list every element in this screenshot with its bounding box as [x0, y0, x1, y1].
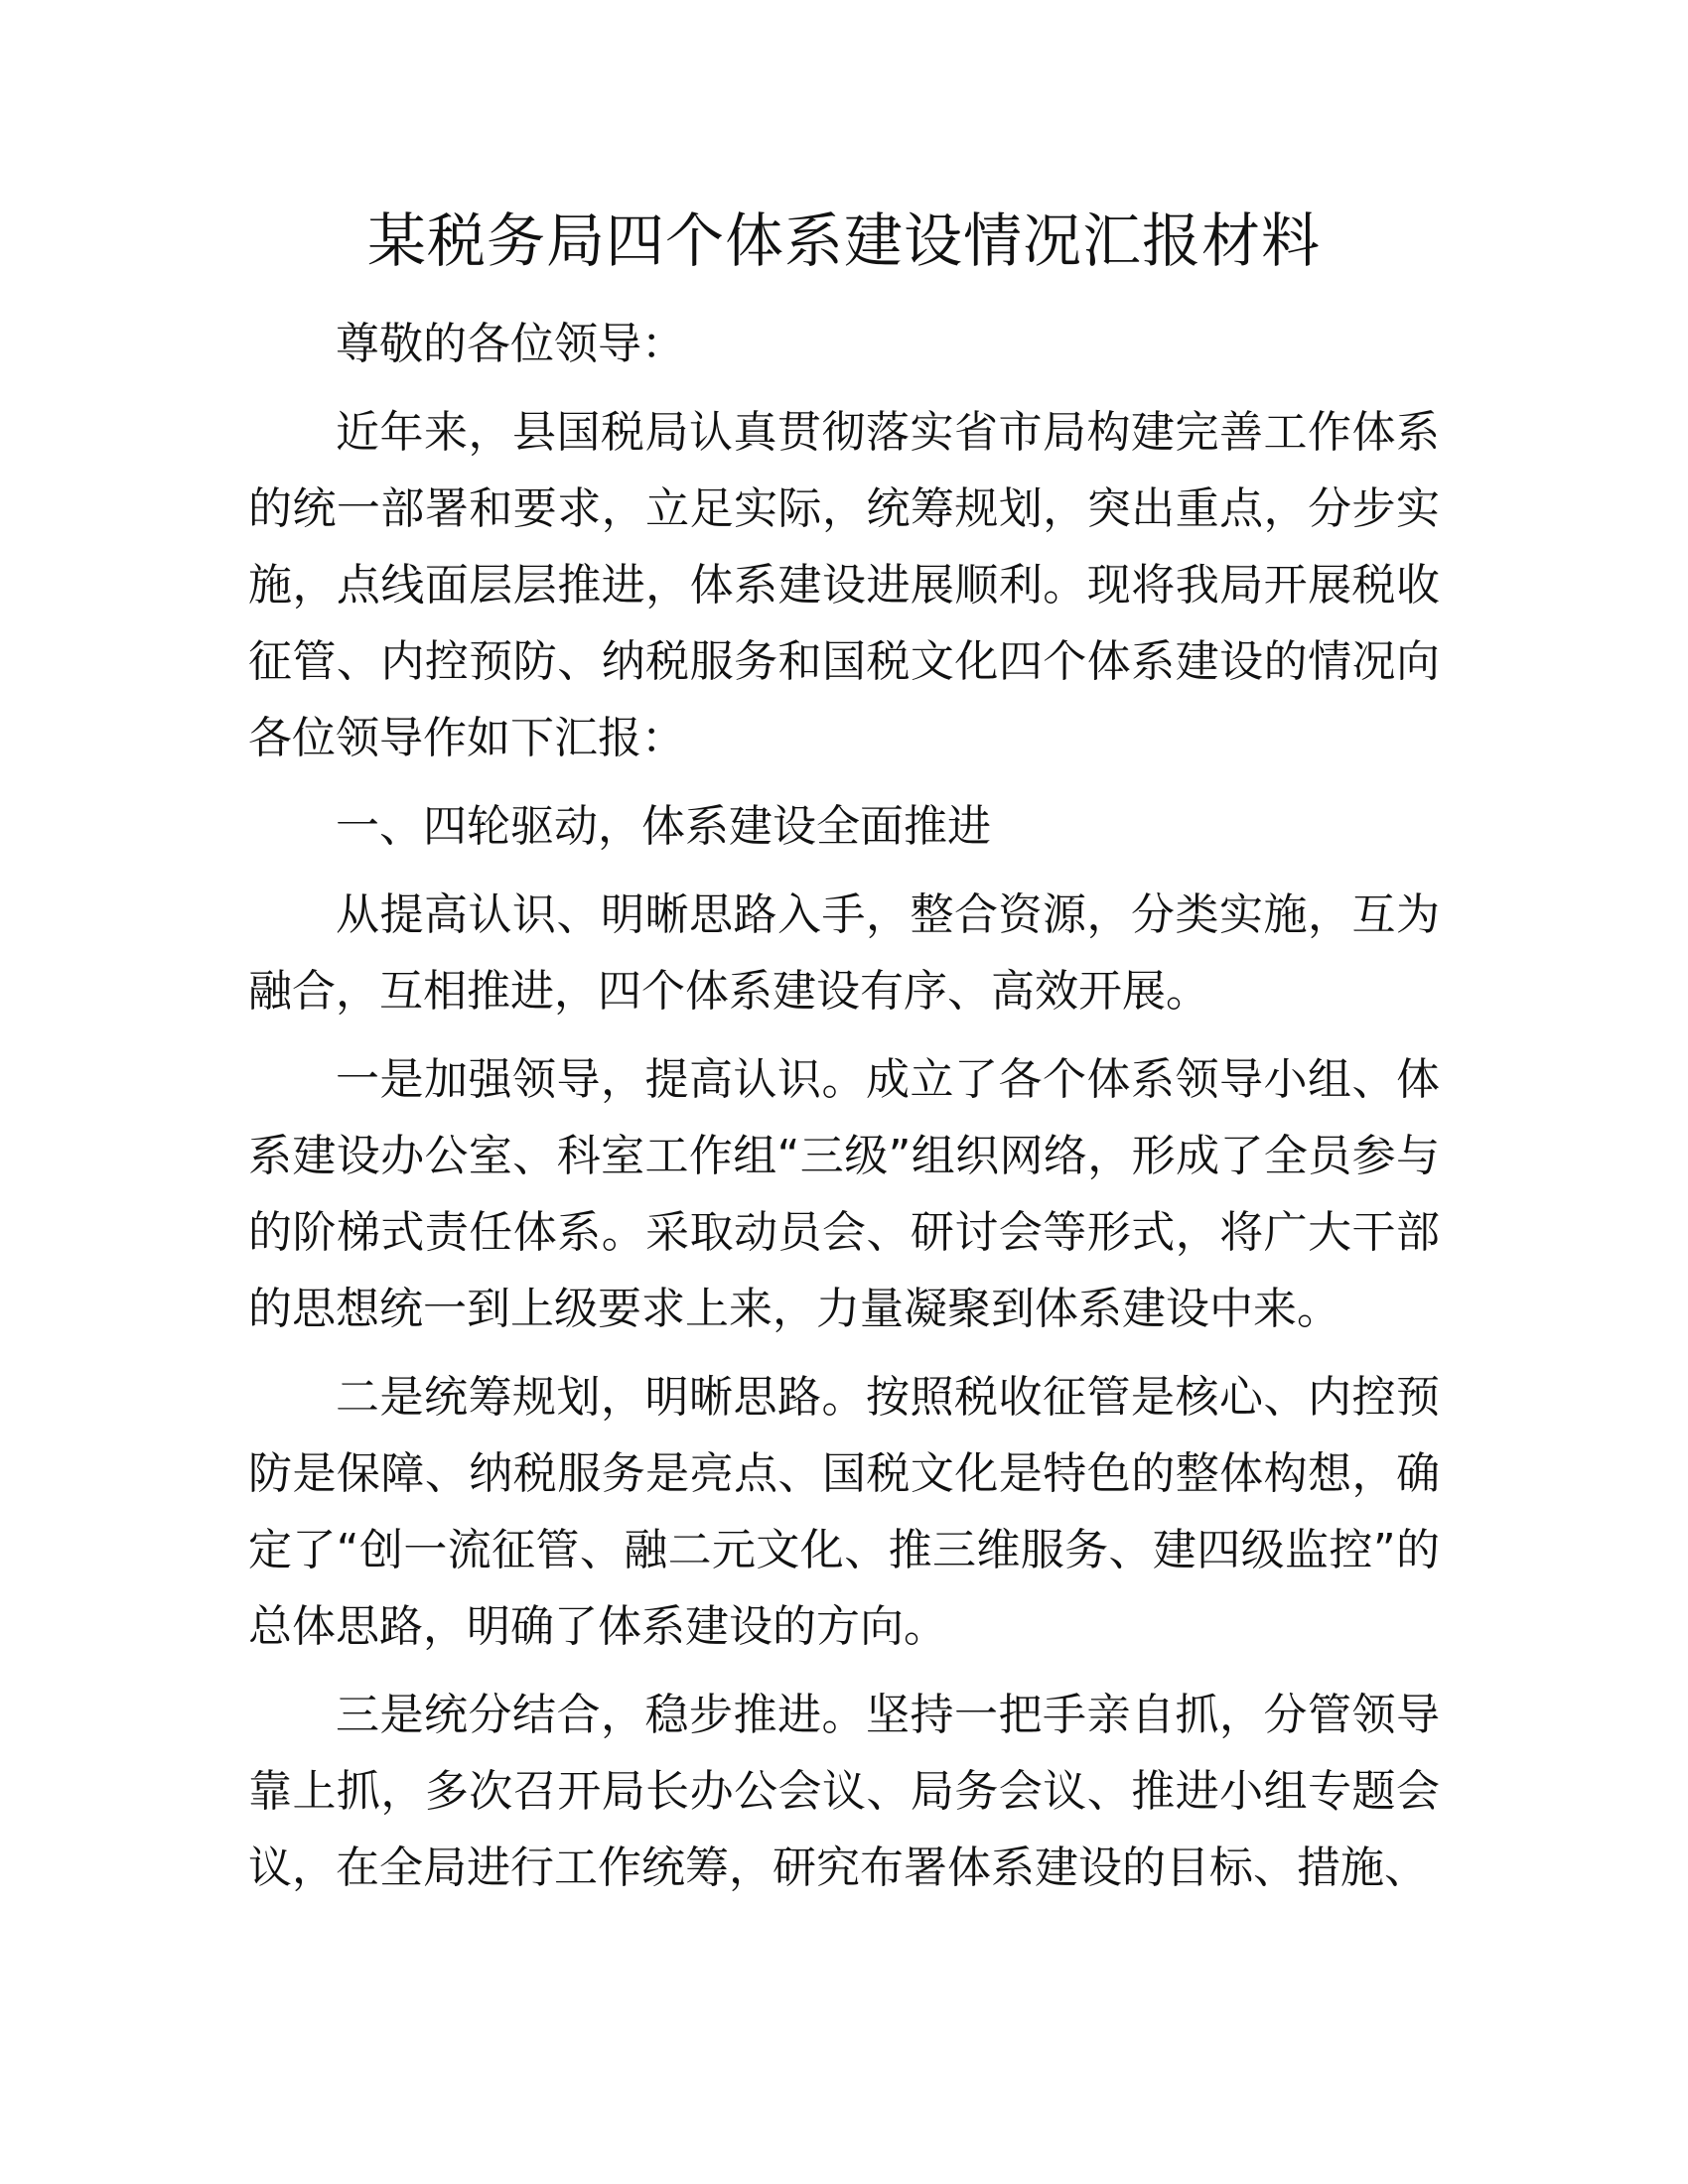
salutation: 尊敬的各位领导：	[336, 319, 685, 369]
document-title: 某税务局四个体系建设情况汇报材料	[366, 206, 1321, 275]
intro-paragraph: 近年来，县国税局认真贯彻落实省市局构建完善工作体系的统一部署和要求，立足实际，统筹规划，突出重点，分步实施，点线面层层推进，体系建设进展顺利。现将我局开展税收征管、内控预防、纳税服务和国税文化四个体系建设的情况向各位领导作如下汇报：	[248, 407, 1440, 763]
section-heading: 一、四轮驱动，体系建设全面推进	[336, 801, 991, 852]
document-body	[248, 306, 1440, 1918]
section-intro-paragraph: 从提高认识、明晰思路入手，整合资源，分类实施，互为融合，互相推进，四个体系建设有序、高效开展。	[248, 889, 1440, 1017]
point-three-paragraph: 三是统分结合，稳步推进。坚持一把手亲自抓，分管领导靠上抓，多次召开局长办公会议、局务会议、推进小组专题会议，在全局进行工作统筹，研究布署体系建设的目标、措施、	[248, 1690, 1440, 1893]
point-one-paragraph: 一是加强领导，提高认识。成立了各个体系领导小组、体系建设办公室、科室工作组“三级”组织网络，形成了全员参与的阶梯式责任体系。采取动员会、研讨会等形式，将广大干部的思想统一到上级要求上来，力量凝聚到体系建设中来。	[248, 1054, 1440, 1334]
point-two-paragraph: 二是统筹规划，明晰思路。按照税收征管是核心、内控预防是保障、纳税服务是亮点、国税文化是特色的整体构想，确定了“创一流征管、融二元文化、推三维服务、建四级监控”的总体思路，明确了体系建设的方向。	[248, 1372, 1440, 1652]
